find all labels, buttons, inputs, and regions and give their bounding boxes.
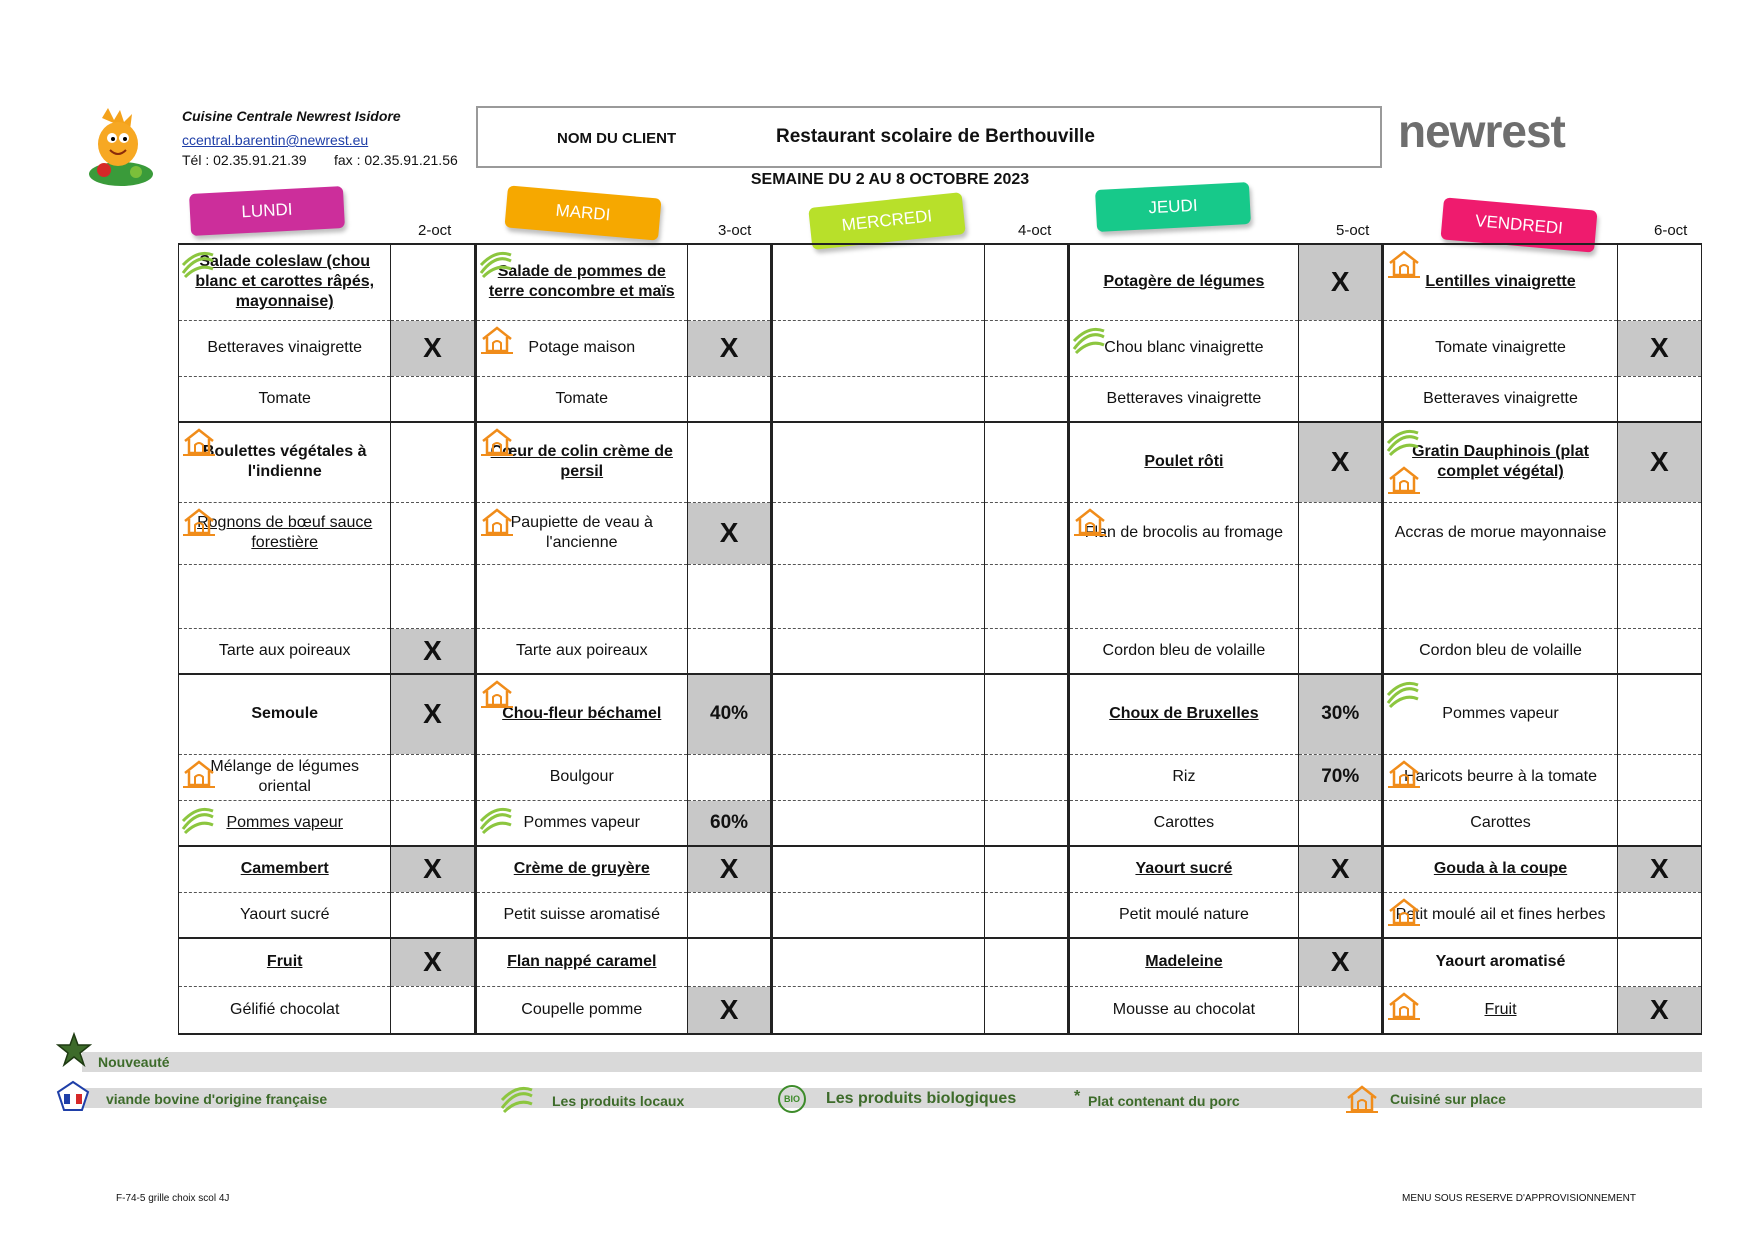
choice-mark-mercredi [984,320,1068,376]
dish-name: Betteraves vinaigrette [1106,389,1262,407]
dish-cell-mardi [475,674,687,754]
dish-cell-vendredi [1383,846,1617,892]
choice-mark-jeudi: 70% [1299,754,1383,800]
dish-cell-jeudi [1068,628,1298,674]
company-email-link[interactable]: ccentral.barentin@newrest.eu [182,132,369,148]
house-icon [1344,1084,1380,1114]
dish-name: Pommes vapeur [1442,705,1559,723]
dish-cell-lundi [179,800,391,846]
choice-mark-mardi [687,892,771,938]
dish-name: Tomate vinaigrette [1435,339,1566,356]
dish-name: Yaourt sucré [239,905,330,923]
choice-mark-lundi: X [391,320,475,376]
dish-cell-mardi [475,754,687,800]
menu-row [179,376,1702,422]
legend-sur-place: Cuisiné sur place [1390,1091,1506,1107]
week-title: SEMAINE DU 2 AU 8 OCTOBRE 2023 [750,171,1030,188]
dish-cell-mardi [475,502,687,564]
choice-mark-lundi: X [391,628,475,674]
legend-locaux: Les produits locaux [552,1093,685,1109]
dish-name: Choux de Bruxelles [1109,705,1259,723]
dish-name: Fruit [266,953,303,971]
menu-grid [178,243,1702,1035]
choice-mark-jeudi: 30% [1299,674,1383,754]
bio-icon-label: BIO [783,1094,800,1104]
choice-mark-jeudi [1299,986,1383,1034]
legend-bio: Les produits biologiques [826,1090,1017,1107]
dish-cell-mercredi [772,564,984,628]
house-icon [181,507,217,543]
french-beef-icon [56,1080,90,1112]
dish-name: Tarte aux poireaux [515,641,648,659]
dish-cell-mardi [475,422,687,502]
choice-mark-vendredi [1617,754,1701,800]
dish-cell-jeudi [1068,800,1298,846]
dish-cell-lundi [179,422,391,502]
choice-mark-mercredi [984,376,1068,422]
dish-cell-mardi [475,986,687,1034]
dish-cell-mercredi [772,244,984,320]
mascot-logo [84,108,158,188]
dish-cell-vendredi [1383,800,1617,846]
client-name: Restaurant scolaire de Berthouville [776,126,1095,147]
choice-mark-vendredi [1617,938,1701,986]
dish-cell-lundi [179,244,391,320]
local-leaf-icon [181,249,215,285]
day-date-mardi: 3-oct [718,222,752,239]
dish-cell-mardi [475,892,687,938]
dish-name: Salade coleslaw (chou blanc et carottes râpés, mayonnaise) [195,253,375,311]
dish-cell-mercredi [772,846,984,892]
choice-mark-mercredi [984,892,1068,938]
menu-row [179,320,1702,376]
day-tab-vendredi: VENDREDI [1440,197,1597,252]
dish-name: Riz [1172,768,1196,785]
dish-cell-lundi [179,674,391,754]
dish-cell-jeudi [1068,244,1298,320]
choice-mark-lundi: X [391,674,475,754]
dish-name: Chou blanc vinaigrette [1104,339,1264,356]
dish-cell-mardi [475,846,687,892]
choice-mark-vendredi: X [1617,422,1701,502]
house-icon [479,679,515,715]
choice-mark-vendredi [1617,800,1701,846]
house-icon [181,759,217,795]
dish-cell-vendredi [1383,502,1617,564]
dish-cell-jeudi [1068,846,1298,892]
dish-name: Yaourt aromatisé [1435,953,1566,971]
dish-cell-jeudi [1068,376,1298,422]
dish-name: Camembert [240,860,329,878]
dish-cell-jeudi [1068,938,1298,986]
dish-name: Paupiette de veau à l'ancienne [510,514,653,551]
choice-mark-mardi [687,422,771,502]
newrest-logo [1398,104,1565,158]
choice-mark-mardi: X [687,502,771,564]
day-tab-jeudi: JEUDI [1095,182,1251,232]
day-date-mercredi: 4-oct [1018,222,1052,239]
choice-mark-lundi [391,892,475,938]
dish-name: Gratin Dauphinois (plat complet végétal) [1412,443,1589,481]
menu-row [179,422,1702,502]
choice-mark-mercredi [984,986,1068,1034]
dish-name: Potagère de légumes [1103,273,1265,291]
choice-mark-mardi: 40% [687,674,771,754]
dish-cell-mardi [475,244,687,320]
local-leaf-icon [1386,427,1420,463]
choice-mark-lundi [391,754,475,800]
dish-cell-mercredi [772,800,984,846]
house-icon [1386,465,1422,501]
choice-mark-jeudi [1299,320,1383,376]
choice-mark-lundi [391,564,475,628]
choice-mark-mardi [687,938,771,986]
dish-cell-lundi [179,846,391,892]
dish-name: Petit moulé nature [1118,905,1249,923]
dish-name: Tarte aux poireaux [218,641,351,659]
dish-cell-jeudi [1068,502,1298,564]
legend-nouveaute: Nouveauté [98,1054,170,1070]
dish-name: Poulet rôti [1144,453,1224,471]
choice-mark-mercredi [984,674,1068,754]
menu-row [179,502,1702,564]
dish-cell-jeudi [1068,892,1298,938]
choice-mark-jeudi [1299,892,1383,938]
dish-name: Rognons de bœuf sauce forestière [197,514,373,551]
dish-cell-jeudi [1068,422,1298,502]
choice-mark-mercredi [984,502,1068,564]
dish-name: Boulgour [549,768,614,785]
star-icon [56,1032,92,1068]
dish-cell-jeudi [1068,674,1298,754]
local-leaf-icon [500,1084,534,1114]
day-date-jeudi: 5-oct [1336,222,1370,239]
dish-name: Betteraves vinaigrette [207,339,363,356]
dish-cell-vendredi [1383,320,1617,376]
dish-name: Betteraves vinaigrette [1423,389,1578,407]
dish-cell-mercredi [772,422,984,502]
dish-cell-vendredi [1383,244,1617,320]
dish-name: Accras de morue mayonnaise [1394,524,1607,541]
dish-name: Tomate [555,389,608,407]
menu-row [179,244,1702,320]
choice-mark-jeudi: X [1299,244,1383,320]
dish-name: Flan nappé caramel [507,953,657,971]
choice-mark-vendredi [1617,376,1701,422]
choice-mark-mercredi [984,564,1068,628]
legend-viande: viande bovine d'origine française [106,1091,328,1107]
day-date-lundi: 2-oct [418,222,452,239]
dish-cell-lundi [179,892,391,938]
choice-mark-mardi: X [687,986,771,1034]
choice-mark-vendredi [1617,674,1701,754]
menu-row [179,892,1702,938]
dish-name: Salade de pommes de terre concombre et maïs [488,263,675,301]
choice-mark-jeudi [1299,800,1383,846]
dish-name: Coupelle pomme [521,1000,643,1018]
choice-mark-lundi [391,800,475,846]
dish-cell-lundi [179,564,391,628]
dish-name: Carottes [1153,813,1215,831]
choice-mark-lundi [391,422,475,502]
footer-reference: F-74-5 grille choix scol 4J [116,1193,230,1204]
menu-row [179,754,1702,800]
dish-name: Potage maison [528,339,636,356]
local-leaf-icon [479,805,513,841]
dish-cell-mercredi [772,754,984,800]
choice-mark-vendredi [1617,892,1701,938]
pork-asterisk: * [1074,1088,1081,1105]
house-icon [479,427,515,463]
choice-mark-lundi: X [391,938,475,986]
menu-row [179,846,1702,892]
choice-mark-lundi [391,502,475,564]
choice-mark-jeudi [1299,376,1383,422]
dish-name: Semoule [251,705,319,723]
local-leaf-icon [479,249,513,285]
dish-cell-lundi [179,628,391,674]
choice-mark-vendredi: X [1617,986,1701,1034]
newrest-logo-text: newrest [1398,105,1565,157]
bio-icon [778,1085,806,1113]
choice-mark-mardi [687,244,771,320]
dish-name: Petit suisse aromatisé [503,905,661,923]
choice-mark-mardi [687,628,771,674]
dish-cell-jeudi [1068,754,1298,800]
dish-cell-vendredi [1383,754,1617,800]
legend-porc: Plat contenant du porc [1088,1093,1240,1109]
dish-name: Carottes [1470,813,1531,831]
choice-mark-mercredi [984,846,1068,892]
house-icon [1072,507,1108,543]
dish-cell-vendredi [1383,628,1617,674]
dish-cell-lundi [179,938,391,986]
dish-name: Boulettes végétales à l'indienne [202,443,367,481]
choice-mark-vendredi: X [1617,320,1701,376]
dish-cell-vendredi [1383,674,1617,754]
choice-mark-vendredi [1617,244,1701,320]
dish-name: Flan de brocolis au fromage [1084,524,1284,541]
dish-cell-vendredi [1383,564,1617,628]
client-label: NOM DU CLIENT [557,130,677,147]
dish-cell-mardi [475,938,687,986]
dish-cell-vendredi [1383,986,1617,1034]
dish-cell-lundi [179,320,391,376]
menu-row [179,986,1702,1034]
dish-name: Gélifié chocolat [230,1000,340,1018]
choice-mark-jeudi: X [1299,846,1383,892]
menu-row [179,628,1702,674]
dish-name: Tomate [258,389,311,407]
choice-mark-lundi [391,986,475,1034]
local-leaf-icon [181,805,215,841]
dish-name: Fruit [1484,1000,1517,1018]
dish-name: Pommes vapeur [523,813,641,831]
company-name: Cuisine Centrale Newrest Isidore [182,108,401,124]
company-phone: Tél : 02.35.91.21.39 [182,152,307,168]
dish-cell-lundi [179,986,391,1034]
footer-disclaimer: MENU SOUS RESERVE D'APPROVISIONNEMENT [1402,1193,1636,1204]
choice-mark-jeudi: X [1299,938,1383,986]
menu-row [179,564,1702,628]
dish-cell-vendredi [1383,376,1617,422]
dish-name: Gouda à la coupe [1433,860,1568,878]
choice-mark-mardi: 60% [687,800,771,846]
choice-mark-lundi [391,376,475,422]
dish-cell-jeudi [1068,986,1298,1034]
day-date-vendredi: 6-oct [1654,222,1688,239]
choice-mark-vendredi: X [1617,846,1701,892]
dish-name: Chou-fleur béchamel [502,705,662,723]
dish-cell-mercredi [772,502,984,564]
choice-mark-mercredi [984,244,1068,320]
dish-name: Haricots beurre à la tomate [1404,768,1598,785]
dish-cell-mercredi [772,376,984,422]
choice-mark-mardi [687,754,771,800]
dish-cell-vendredi [1383,938,1617,986]
choice-mark-lundi: X [391,846,475,892]
choice-mark-vendredi [1617,628,1701,674]
dish-cell-mercredi [772,320,984,376]
dish-name: Cordon bleu de volaille [1102,641,1266,659]
choice-mark-mardi: X [687,320,771,376]
menu-row [179,800,1702,846]
dish-cell-mardi [475,800,687,846]
house-icon [181,427,217,463]
choice-mark-jeudi: X [1299,422,1383,502]
choice-mark-mercredi [984,628,1068,674]
choice-mark-lundi [391,244,475,320]
choice-mark-vendredi [1617,502,1701,564]
dish-cell-mercredi [772,938,984,986]
dish-cell-mercredi [772,986,984,1034]
dish-name: Madeleine [1145,953,1223,971]
choice-mark-mardi [687,564,771,628]
choice-mark-mercredi [984,800,1068,846]
house-icon [479,325,515,361]
company-fax: fax : 02.35.91.21.56 [334,152,458,168]
dish-name: Crème de gruyère [513,860,650,878]
menu-row [179,674,1702,754]
day-tab-mardi: MARDI [504,185,661,240]
dish-cell-mercredi [772,892,984,938]
dish-cell-jeudi [1068,564,1298,628]
choice-mark-mercredi [984,938,1068,986]
day-tab-mercredi: MERCREDI [808,192,966,250]
dish-name: Mousse au chocolat [1112,1000,1256,1018]
local-leaf-icon [1072,325,1106,361]
dish-cell-jeudi [1068,320,1298,376]
dish-cell-mardi [475,564,687,628]
choice-mark-vendredi [1617,564,1701,628]
local-leaf-icon [1386,679,1420,715]
choice-mark-jeudi [1299,628,1383,674]
dish-cell-vendredi [1383,422,1617,502]
house-icon [1386,991,1422,1027]
house-icon [479,507,515,543]
dish-name: Cordon bleu de volaille [1419,641,1582,659]
dish-cell-vendredi [1383,892,1617,938]
dish-cell-lundi [179,502,391,564]
dish-name: Lentilles vinaigrette [1425,273,1576,291]
choice-mark-mercredi [984,754,1068,800]
legend-bar-1 [82,1052,1702,1072]
dish-name: Mélange de légumes oriental [210,758,359,795]
dish-name: Pommes vapeur [226,813,343,831]
dish-cell-mardi [475,320,687,376]
day-tab-lundi: LUNDI [189,186,345,236]
dish-name: Cœur de colin crème de persil [490,443,673,481]
dish-cell-mercredi [772,674,984,754]
house-icon [1386,249,1422,285]
dish-cell-mercredi [772,628,984,674]
house-icon [1386,759,1422,795]
choice-mark-mardi [687,376,771,422]
dish-cell-lundi [179,754,391,800]
dish-cell-mardi [475,628,687,674]
choice-mark-jeudi [1299,502,1383,564]
house-icon [1386,897,1422,933]
dish-name: Yaourt sucré [1135,860,1233,878]
choice-mark-mardi: X [687,846,771,892]
menu-row [179,938,1702,986]
dish-cell-mardi [475,376,687,422]
dish-cell-lundi [179,376,391,422]
choice-mark-mercredi [984,422,1068,502]
dish-name: Petit moulé ail et fines herbes [1395,905,1606,923]
choice-mark-jeudi [1299,564,1383,628]
